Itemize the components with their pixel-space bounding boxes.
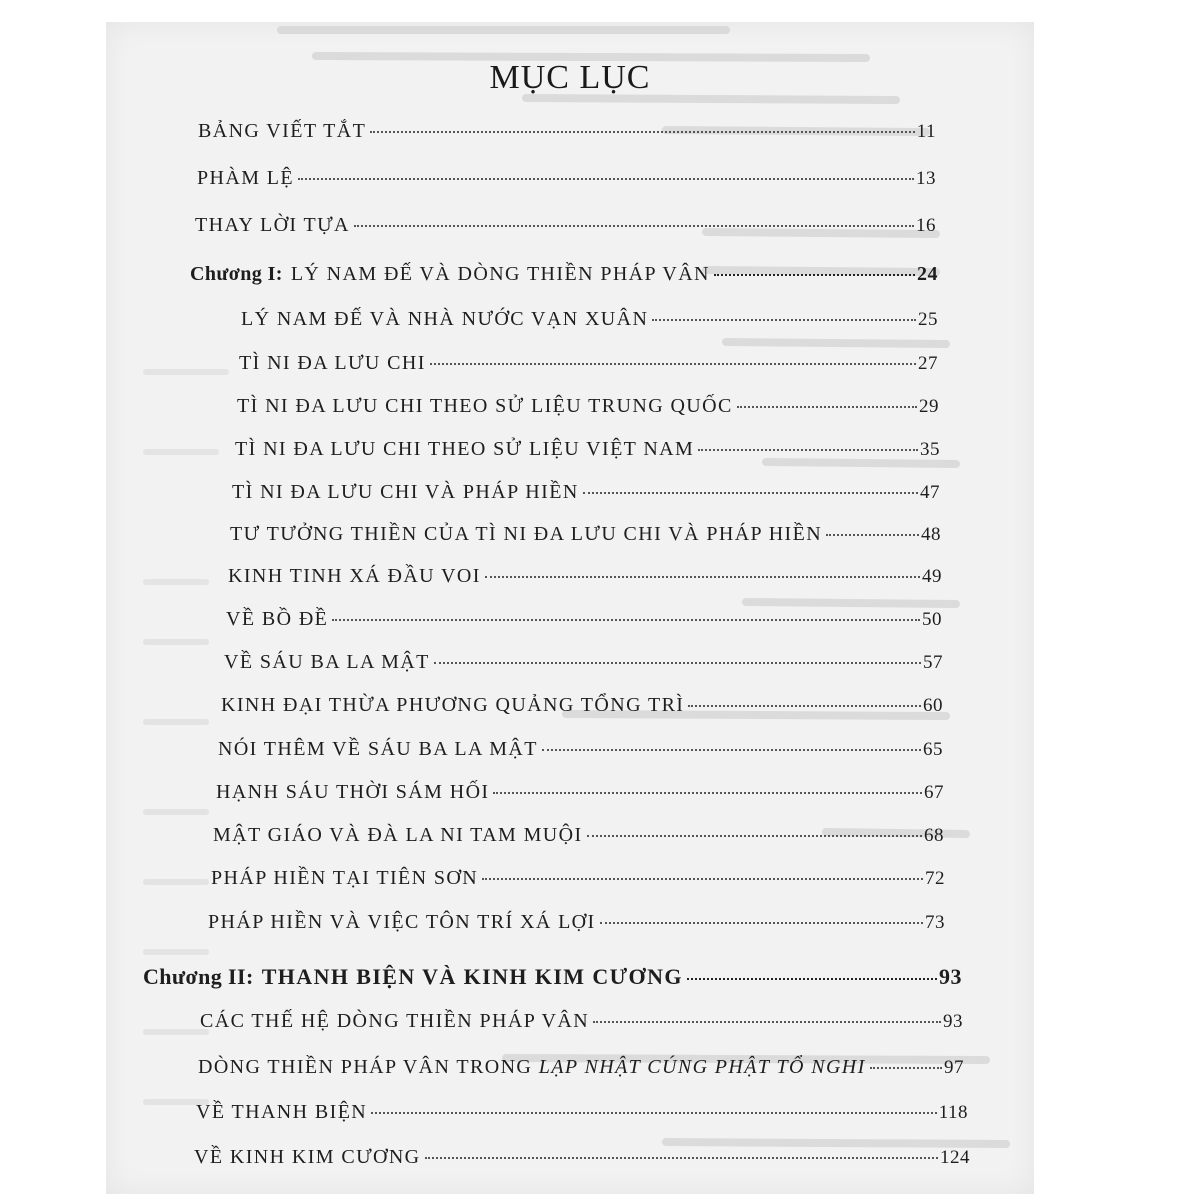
toc-entry-page: 11 (916, 121, 936, 142)
toc-entry-label: VỀ KINH KIM CƯƠNG (194, 1146, 421, 1168)
toc-entry-label: PHÁP HIỀN VÀ VIỆC TÔN TRÍ XÁ LỢI (208, 911, 596, 933)
toc-entry-page: 72 (925, 868, 945, 889)
leader-dots (542, 749, 921, 751)
toc-entry-label: KINH TINH XÁ ĐẦU VOI (228, 565, 481, 587)
toc-entry-foreword[interactable] (195, 214, 936, 237)
toc-entry-page: 118 (938, 1102, 968, 1123)
leader-dots (434, 662, 921, 664)
toc-entry[interactable] (218, 738, 943, 761)
toc-entry-abbreviations[interactable] (198, 120, 936, 143)
toc-chapter-2[interactable] (143, 964, 962, 990)
leader-dots (870, 1067, 942, 1069)
toc-entry[interactable] (226, 608, 942, 631)
chapter-title: THANH BIỆN VÀ KINH KIM CƯƠNG (261, 964, 683, 989)
toc-entry-label: HẠNH SÁU THỜI SÁM HỐI (216, 781, 490, 803)
toc-entry-label: NÓI THÊM VỀ SÁU BA LA MẬT (218, 738, 538, 760)
toc-entry-label: PHÀM LỆ (197, 167, 295, 189)
toc-entry-label: TÌ NI ĐA LƯU CHI THEO SỬ LIỆU VIỆT NAM (235, 438, 695, 460)
toc-entry-page: 60 (923, 695, 943, 716)
toc-entry-label: KINH ĐẠI THỪA PHƯƠNG QUẢNG TỔNG TRÌ (221, 694, 685, 716)
leader-dots (482, 878, 923, 880)
toc-entry-page: 57 (923, 652, 943, 673)
toc-entry[interactable] (196, 1101, 968, 1124)
toc-entry[interactable] (241, 308, 938, 331)
leader-dots (600, 922, 923, 924)
toc-entry-page: 48 (921, 524, 941, 545)
toc-entry[interactable] (216, 781, 944, 804)
chapter-prefix: Chương II: (143, 964, 254, 989)
leader-dots (826, 534, 919, 536)
toc-entry-label: TÌ NI ĐA LƯU CHI THEO SỬ LIỆU TRUNG QUỐC (237, 395, 733, 417)
toc-entry[interactable] (198, 1056, 964, 1079)
toc-entry[interactable] (194, 1146, 970, 1169)
toc-title: MỤC LỤC (489, 59, 651, 96)
leader-dots (593, 1021, 941, 1023)
toc-entry-page: 97 (944, 1057, 964, 1078)
leader-dots (298, 178, 914, 180)
leader-dots (370, 131, 915, 133)
toc-chapter-1[interactable] (190, 263, 938, 286)
leader-dots (587, 835, 922, 837)
leader-dots (652, 319, 916, 321)
toc-entry-page: 73 (925, 912, 945, 933)
toc-entry-page: 49 (922, 566, 942, 587)
toc-entry-label: LÝ NAM ĐẾ VÀ NHÀ NƯỚC VẠN XUÂN (241, 308, 649, 330)
toc-entry-label: TÌ NI ĐA LƯU CHI VÀ PHÁP HIỀN (232, 481, 579, 503)
chapter-title: LÝ NAM ĐẾ VÀ DÒNG THIỀN PHÁP VÂN (290, 263, 710, 285)
toc-entry-label-text: DÒNG THIỀN PHÁP VÂN TRONG (198, 1056, 539, 1078)
toc-entry[interactable] (228, 565, 942, 588)
toc-entry[interactable] (224, 651, 943, 674)
chapter-page: 24 (917, 263, 938, 285)
toc-entry[interactable] (211, 867, 945, 890)
toc-entry-page: 65 (923, 739, 943, 760)
toc-entry-label: VỀ BỒ ĐỀ (226, 608, 329, 630)
toc-entry-conventions[interactable] (197, 167, 936, 190)
toc-entry-page: 13 (916, 168, 936, 189)
leader-dots (332, 619, 920, 621)
toc-entry-label: CÁC THẾ HỆ DÒNG THIỀN PHÁP VÂN (200, 1010, 590, 1032)
toc-entry[interactable] (235, 438, 940, 461)
leader-dots (425, 1157, 938, 1159)
leader-dots (688, 705, 921, 707)
toc-entry-page: 35 (920, 439, 940, 460)
toc-entry[interactable] (230, 523, 941, 546)
toc-entry[interactable] (237, 395, 939, 418)
toc-entry-label: THAY LỜI TỰA (195, 214, 350, 236)
toc-entry-page: 29 (919, 396, 939, 417)
leader-dots (698, 449, 918, 451)
toc-entry-label-italic: LẠP NHẬT CÚNG PHẬT TỔ NGHI (538, 1056, 866, 1078)
toc-entry-page: 47 (920, 482, 940, 503)
toc-entry-page: 68 (924, 825, 944, 846)
toc-entry[interactable] (200, 1010, 963, 1033)
chapter-prefix: Chương I: (190, 263, 283, 285)
leader-dots (737, 406, 917, 408)
leader-dots (430, 363, 916, 365)
toc-entry-label: PHÁP HIỀN TẠI TIÊN SƠN (211, 867, 479, 889)
toc-entry-label: MẬT GIÁO VÀ ĐÀ LA NI TAM MUỘI (213, 824, 583, 846)
leader-dots (583, 492, 918, 494)
toc-entry-label: VỀ SÁU BA LA MẬT (224, 651, 430, 673)
toc-entry-page: 93 (943, 1011, 963, 1032)
leader-dots (485, 576, 920, 578)
toc-entry-label (198, 1056, 866, 1079)
toc-entry-page: 16 (916, 215, 936, 236)
toc-entry-page: 27 (918, 353, 938, 374)
leader-dots (714, 274, 915, 276)
book-page (106, 22, 1034, 1194)
leader-dots (354, 225, 914, 227)
leader-dots (493, 792, 922, 794)
chapter-page: 93 (939, 964, 962, 989)
toc-entry-label: TÌ NI ĐA LƯU CHI (239, 352, 426, 374)
toc-entry[interactable] (213, 824, 944, 847)
toc-entry-page: 50 (922, 609, 942, 630)
toc-entry-page: 67 (924, 782, 944, 803)
toc-entry[interactable] (239, 352, 938, 375)
toc-entry-label: TƯ TƯỞNG THIỀN CỦA TÌ NI ĐA LƯU CHI VÀ PHÁP HIỀN (230, 523, 823, 545)
leader-dots (371, 1112, 937, 1114)
toc-entry-page: 25 (918, 309, 938, 330)
toc-entry[interactable] (221, 694, 943, 717)
toc-entry[interactable] (208, 911, 945, 934)
leader-dots (687, 978, 937, 980)
toc-entry-page: 124 (940, 1147, 970, 1168)
toc-entry-label: VỀ THANH BIỆN (196, 1101, 368, 1123)
toc-entry-label: BẢNG VIẾT TẮT (198, 120, 367, 142)
toc-entry[interactable] (232, 481, 940, 504)
